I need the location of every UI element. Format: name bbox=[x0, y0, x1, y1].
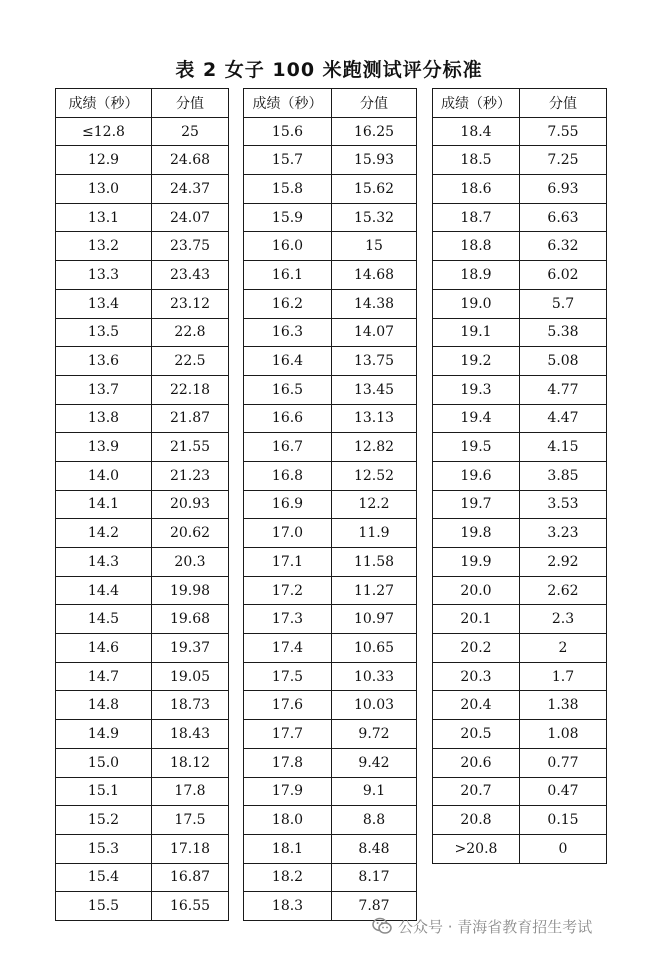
score-cell: 1.7 bbox=[520, 662, 607, 691]
score-cell: 25 bbox=[152, 117, 229, 146]
score-cell: 13.13 bbox=[332, 404, 417, 433]
score-cell: 5.38 bbox=[520, 318, 607, 347]
page-title: 表 2 女子 100 米跑测试评分标准 bbox=[175, 59, 483, 81]
time-cell: 20.1 bbox=[433, 605, 520, 634]
table-row bbox=[56, 490, 229, 519]
header-score: 分值 bbox=[520, 89, 607, 118]
time-cell: 20.6 bbox=[433, 748, 520, 777]
score-cell: 2.62 bbox=[520, 576, 607, 605]
table-row bbox=[244, 318, 417, 347]
table-row bbox=[56, 662, 229, 691]
table-row bbox=[56, 634, 229, 663]
score-cell: 1.38 bbox=[520, 691, 607, 720]
table-row bbox=[244, 490, 417, 519]
table-row bbox=[244, 720, 417, 749]
score-cell: 6.32 bbox=[520, 232, 607, 261]
score-cell: 17.18 bbox=[152, 834, 229, 863]
score-cell: 2.92 bbox=[520, 548, 607, 577]
time-cell: 17.5 bbox=[244, 662, 332, 691]
table-row bbox=[433, 347, 607, 376]
score-cell: 10.97 bbox=[332, 605, 417, 634]
table-row bbox=[433, 490, 607, 519]
time-cell: 17.1 bbox=[244, 548, 332, 577]
table-row bbox=[244, 748, 417, 777]
table-row bbox=[56, 261, 229, 290]
time-cell: 20.5 bbox=[433, 720, 520, 749]
table-row bbox=[244, 146, 417, 175]
table-row bbox=[56, 203, 229, 232]
score-cell: 19.98 bbox=[152, 576, 229, 605]
score-cell: 24.37 bbox=[152, 175, 229, 204]
time-cell: 13.5 bbox=[56, 318, 152, 347]
score-cell: 16.25 bbox=[332, 117, 417, 146]
table-row bbox=[244, 461, 417, 490]
score-cell: 0.47 bbox=[520, 777, 607, 806]
time-cell: 15.9 bbox=[244, 203, 332, 232]
score-cell: 18.12 bbox=[152, 748, 229, 777]
table-row bbox=[244, 117, 417, 146]
score-cell: 10.03 bbox=[332, 691, 417, 720]
table-row bbox=[56, 748, 229, 777]
score-cell: 7.55 bbox=[520, 117, 607, 146]
table-row bbox=[244, 834, 417, 863]
table-row bbox=[433, 203, 607, 232]
score-cell: 22.5 bbox=[152, 347, 229, 376]
table-row bbox=[433, 461, 607, 490]
time-cell: 14.3 bbox=[56, 548, 152, 577]
score-cell: 23.12 bbox=[152, 289, 229, 318]
table-row bbox=[244, 404, 417, 433]
score-cell: 10.65 bbox=[332, 634, 417, 663]
table-row bbox=[433, 806, 607, 835]
score-cell: 15.93 bbox=[332, 146, 417, 175]
score-cell: 20.3 bbox=[152, 548, 229, 577]
table-row bbox=[244, 375, 417, 404]
score-cell: 6.93 bbox=[520, 175, 607, 204]
score-cell: 2.3 bbox=[520, 605, 607, 634]
table-row bbox=[433, 232, 607, 261]
score-cell: 22.18 bbox=[152, 375, 229, 404]
table-row bbox=[56, 834, 229, 863]
time-cell: 17.7 bbox=[244, 720, 332, 749]
score-cell: 8.17 bbox=[332, 863, 417, 892]
table-row bbox=[56, 548, 229, 577]
time-cell: 14.9 bbox=[56, 720, 152, 749]
time-cell: 17.2 bbox=[244, 576, 332, 605]
time-cell: 14.6 bbox=[56, 634, 152, 663]
table-row bbox=[433, 433, 607, 462]
score-cell: 0.15 bbox=[520, 806, 607, 835]
score-cell: 11.9 bbox=[332, 519, 417, 548]
time-cell: 17.9 bbox=[244, 777, 332, 806]
table-row bbox=[56, 605, 229, 634]
time-cell: 14.7 bbox=[56, 662, 152, 691]
table-row bbox=[56, 461, 229, 490]
time-cell: 16.9 bbox=[244, 490, 332, 519]
score-cell: 14.07 bbox=[332, 318, 417, 347]
score-cell: 12.52 bbox=[332, 461, 417, 490]
time-cell: 20.4 bbox=[433, 691, 520, 720]
time-cell: 18.0 bbox=[244, 806, 332, 835]
table-row bbox=[244, 519, 417, 548]
table-row bbox=[433, 146, 607, 175]
score-cell: 3.23 bbox=[520, 519, 607, 548]
time-cell: 18.6 bbox=[433, 175, 520, 204]
time-cell: 20.3 bbox=[433, 662, 520, 691]
table-row bbox=[244, 863, 417, 892]
score-cell: 19.68 bbox=[152, 605, 229, 634]
time-cell: 17.4 bbox=[244, 634, 332, 663]
time-cell: 18.3 bbox=[244, 892, 332, 921]
time-cell: 19.6 bbox=[433, 461, 520, 490]
table-row bbox=[56, 691, 229, 720]
time-cell: 13.8 bbox=[56, 404, 152, 433]
time-cell: 19.7 bbox=[433, 490, 520, 519]
time-cell: 16.4 bbox=[244, 347, 332, 376]
table-row bbox=[244, 261, 417, 290]
table-row bbox=[433, 634, 607, 663]
score-cell: 16.87 bbox=[152, 863, 229, 892]
time-cell: 20.0 bbox=[433, 576, 520, 605]
time-cell: 16.3 bbox=[244, 318, 332, 347]
score-cell: 23.43 bbox=[152, 261, 229, 290]
time-cell: 20.7 bbox=[433, 777, 520, 806]
table-row bbox=[244, 605, 417, 634]
watermark-text: 公众号 · 青海省教育招生考试 bbox=[398, 917, 593, 936]
time-cell: 18.8 bbox=[433, 232, 520, 261]
table-body bbox=[433, 117, 607, 863]
header-time: 成绩（秒） bbox=[244, 89, 332, 118]
table-row bbox=[433, 748, 607, 777]
score-cell: 4.15 bbox=[520, 433, 607, 462]
time-cell: 13.3 bbox=[56, 261, 152, 290]
time-cell: 18.9 bbox=[433, 261, 520, 290]
time-cell: ≤12.8 bbox=[56, 117, 152, 146]
score-cell: 7.87 bbox=[332, 892, 417, 921]
score-cell: 12.2 bbox=[332, 490, 417, 519]
score-cell: 4.47 bbox=[520, 404, 607, 433]
score-cell: 15.32 bbox=[332, 203, 417, 232]
table-row bbox=[56, 232, 229, 261]
time-cell: 16.1 bbox=[244, 261, 332, 290]
time-cell: 18.2 bbox=[244, 863, 332, 892]
time-cell: 19.2 bbox=[433, 347, 520, 376]
table-row bbox=[433, 261, 607, 290]
time-cell: 13.4 bbox=[56, 289, 152, 318]
table-row bbox=[244, 433, 417, 462]
table-row bbox=[244, 634, 417, 663]
table-row bbox=[244, 289, 417, 318]
score-cell: 15 bbox=[332, 232, 417, 261]
time-cell: 16.7 bbox=[244, 433, 332, 462]
score-cell: 20.93 bbox=[152, 490, 229, 519]
score-cell: 14.38 bbox=[332, 289, 417, 318]
score-cell: 21.23 bbox=[152, 461, 229, 490]
time-cell: 14.0 bbox=[56, 461, 152, 490]
header-score: 分值 bbox=[332, 89, 417, 118]
score-table-1 bbox=[55, 88, 229, 921]
score-cell: 0.77 bbox=[520, 748, 607, 777]
time-cell: 17.6 bbox=[244, 691, 332, 720]
table-row bbox=[244, 548, 417, 577]
time-cell: 16.8 bbox=[244, 461, 332, 490]
time-cell: 13.6 bbox=[56, 347, 152, 376]
score-table-2 bbox=[243, 88, 417, 921]
time-cell: 15.3 bbox=[56, 834, 152, 863]
table-row bbox=[56, 375, 229, 404]
table-row bbox=[244, 576, 417, 605]
time-cell: 15.8 bbox=[244, 175, 332, 204]
score-cell: 22.8 bbox=[152, 318, 229, 347]
table-header-row bbox=[433, 89, 607, 118]
time-cell: 16.6 bbox=[244, 404, 332, 433]
time-cell: 15.6 bbox=[244, 117, 332, 146]
score-cell: 21.87 bbox=[152, 404, 229, 433]
score-cell: 18.43 bbox=[152, 720, 229, 749]
time-cell: 17.8 bbox=[244, 748, 332, 777]
table-row bbox=[433, 777, 607, 806]
table-row bbox=[244, 347, 417, 376]
score-cell: 19.05 bbox=[152, 662, 229, 691]
time-cell: 13.1 bbox=[56, 203, 152, 232]
score-cell: 9.42 bbox=[332, 748, 417, 777]
time-cell: 20.2 bbox=[433, 634, 520, 663]
table-row bbox=[56, 863, 229, 892]
time-cell: 19.4 bbox=[433, 404, 520, 433]
table-row bbox=[56, 720, 229, 749]
score-cell: 9.72 bbox=[332, 720, 417, 749]
table-row bbox=[433, 318, 607, 347]
score-cell: 21.55 bbox=[152, 433, 229, 462]
score-cell: 19.37 bbox=[152, 634, 229, 663]
table-row bbox=[56, 806, 229, 835]
table-row bbox=[433, 375, 607, 404]
time-cell: 14.2 bbox=[56, 519, 152, 548]
score-cell: 3.85 bbox=[520, 461, 607, 490]
time-cell: 15.7 bbox=[244, 146, 332, 175]
time-cell: >20.8 bbox=[433, 834, 520, 863]
table-row bbox=[56, 519, 229, 548]
table-row bbox=[433, 175, 607, 204]
table-row bbox=[244, 662, 417, 691]
score-cell: 6.63 bbox=[520, 203, 607, 232]
time-cell: 13.7 bbox=[56, 375, 152, 404]
time-cell: 13.9 bbox=[56, 433, 152, 462]
table-row bbox=[56, 892, 229, 921]
time-cell: 18.7 bbox=[433, 203, 520, 232]
score-cell: 24.07 bbox=[152, 203, 229, 232]
table-row bbox=[56, 576, 229, 605]
header-time: 成绩（秒） bbox=[433, 89, 520, 118]
header-score: 分值 bbox=[152, 89, 229, 118]
table-row bbox=[244, 232, 417, 261]
score-cell: 2 bbox=[520, 634, 607, 663]
table-row bbox=[56, 777, 229, 806]
table-row bbox=[433, 289, 607, 318]
score-cell: 15.62 bbox=[332, 175, 417, 204]
table-row bbox=[56, 175, 229, 204]
score-cell: 5.08 bbox=[520, 347, 607, 376]
table-row bbox=[56, 404, 229, 433]
time-cell: 15.0 bbox=[56, 748, 152, 777]
score-cell: 8.8 bbox=[332, 806, 417, 835]
table-row bbox=[56, 146, 229, 175]
time-cell: 13.2 bbox=[56, 232, 152, 261]
table-row bbox=[433, 662, 607, 691]
time-cell: 14.8 bbox=[56, 691, 152, 720]
score-cell: 9.1 bbox=[332, 777, 417, 806]
time-cell: 15.1 bbox=[56, 777, 152, 806]
time-cell: 19.1 bbox=[433, 318, 520, 347]
time-cell: 19.9 bbox=[433, 548, 520, 577]
time-cell: 20.8 bbox=[433, 806, 520, 835]
table-row bbox=[56, 289, 229, 318]
header-time: 成绩（秒） bbox=[56, 89, 152, 118]
time-cell: 16.5 bbox=[244, 375, 332, 404]
time-cell: 13.0 bbox=[56, 175, 152, 204]
score-cell: 14.68 bbox=[332, 261, 417, 290]
time-cell: 18.4 bbox=[433, 117, 520, 146]
time-cell: 16.2 bbox=[244, 289, 332, 318]
table-row bbox=[433, 519, 607, 548]
score-cell: 24.68 bbox=[152, 146, 229, 175]
time-cell: 17.0 bbox=[244, 519, 332, 548]
time-cell: 14.4 bbox=[56, 576, 152, 605]
table-row bbox=[244, 806, 417, 835]
table-row bbox=[433, 605, 607, 634]
score-cell: 18.73 bbox=[152, 691, 229, 720]
time-cell: 18.1 bbox=[244, 834, 332, 863]
time-cell: 17.3 bbox=[244, 605, 332, 634]
table-header-row bbox=[56, 89, 229, 118]
score-cell: 11.58 bbox=[332, 548, 417, 577]
score-cell: 6.02 bbox=[520, 261, 607, 290]
time-cell: 12.9 bbox=[56, 146, 152, 175]
score-cell: 3.53 bbox=[520, 490, 607, 519]
score-cell: 12.82 bbox=[332, 433, 417, 462]
table-row bbox=[433, 548, 607, 577]
time-cell: 19.5 bbox=[433, 433, 520, 462]
time-cell: 19.3 bbox=[433, 375, 520, 404]
wechat-icon bbox=[372, 917, 392, 935]
score-cell: 20.62 bbox=[152, 519, 229, 548]
time-cell: 19.8 bbox=[433, 519, 520, 548]
time-cell: 14.5 bbox=[56, 605, 152, 634]
table-row bbox=[56, 117, 229, 146]
score-cell: 13.75 bbox=[332, 347, 417, 376]
time-cell: 15.4 bbox=[56, 863, 152, 892]
score-cell: 0 bbox=[520, 834, 607, 863]
score-cell: 8.48 bbox=[332, 834, 417, 863]
time-cell: 18.5 bbox=[433, 146, 520, 175]
table-row bbox=[244, 691, 417, 720]
score-cell: 7.25 bbox=[520, 146, 607, 175]
score-cell: 23.75 bbox=[152, 232, 229, 261]
table-row bbox=[433, 720, 607, 749]
score-cell: 17.5 bbox=[152, 806, 229, 835]
table-row bbox=[433, 404, 607, 433]
score-table-3 bbox=[432, 88, 607, 864]
time-cell: 16.0 bbox=[244, 232, 332, 261]
table-row bbox=[433, 834, 607, 863]
table-row bbox=[56, 433, 229, 462]
score-cell: 5.7 bbox=[520, 289, 607, 318]
table-row bbox=[244, 175, 417, 204]
score-cell: 11.27 bbox=[332, 576, 417, 605]
table-row bbox=[56, 347, 229, 376]
table-body bbox=[56, 117, 229, 920]
table-row bbox=[244, 777, 417, 806]
table-row bbox=[433, 576, 607, 605]
time-cell: 19.0 bbox=[433, 289, 520, 318]
table-row bbox=[244, 203, 417, 232]
score-cell: 13.45 bbox=[332, 375, 417, 404]
watermark bbox=[372, 914, 592, 938]
score-cell: 16.55 bbox=[152, 892, 229, 921]
table-header-row bbox=[244, 89, 417, 118]
table-row bbox=[56, 318, 229, 347]
score-cell: 10.33 bbox=[332, 662, 417, 691]
score-cell: 4.77 bbox=[520, 375, 607, 404]
time-cell: 14.1 bbox=[56, 490, 152, 519]
score-cell: 1.08 bbox=[520, 720, 607, 749]
score-cell: 17.8 bbox=[152, 777, 229, 806]
table-body bbox=[244, 117, 417, 920]
time-cell: 15.2 bbox=[56, 806, 152, 835]
table-row bbox=[433, 117, 607, 146]
time-cell: 15.5 bbox=[56, 892, 152, 921]
table-row bbox=[433, 691, 607, 720]
